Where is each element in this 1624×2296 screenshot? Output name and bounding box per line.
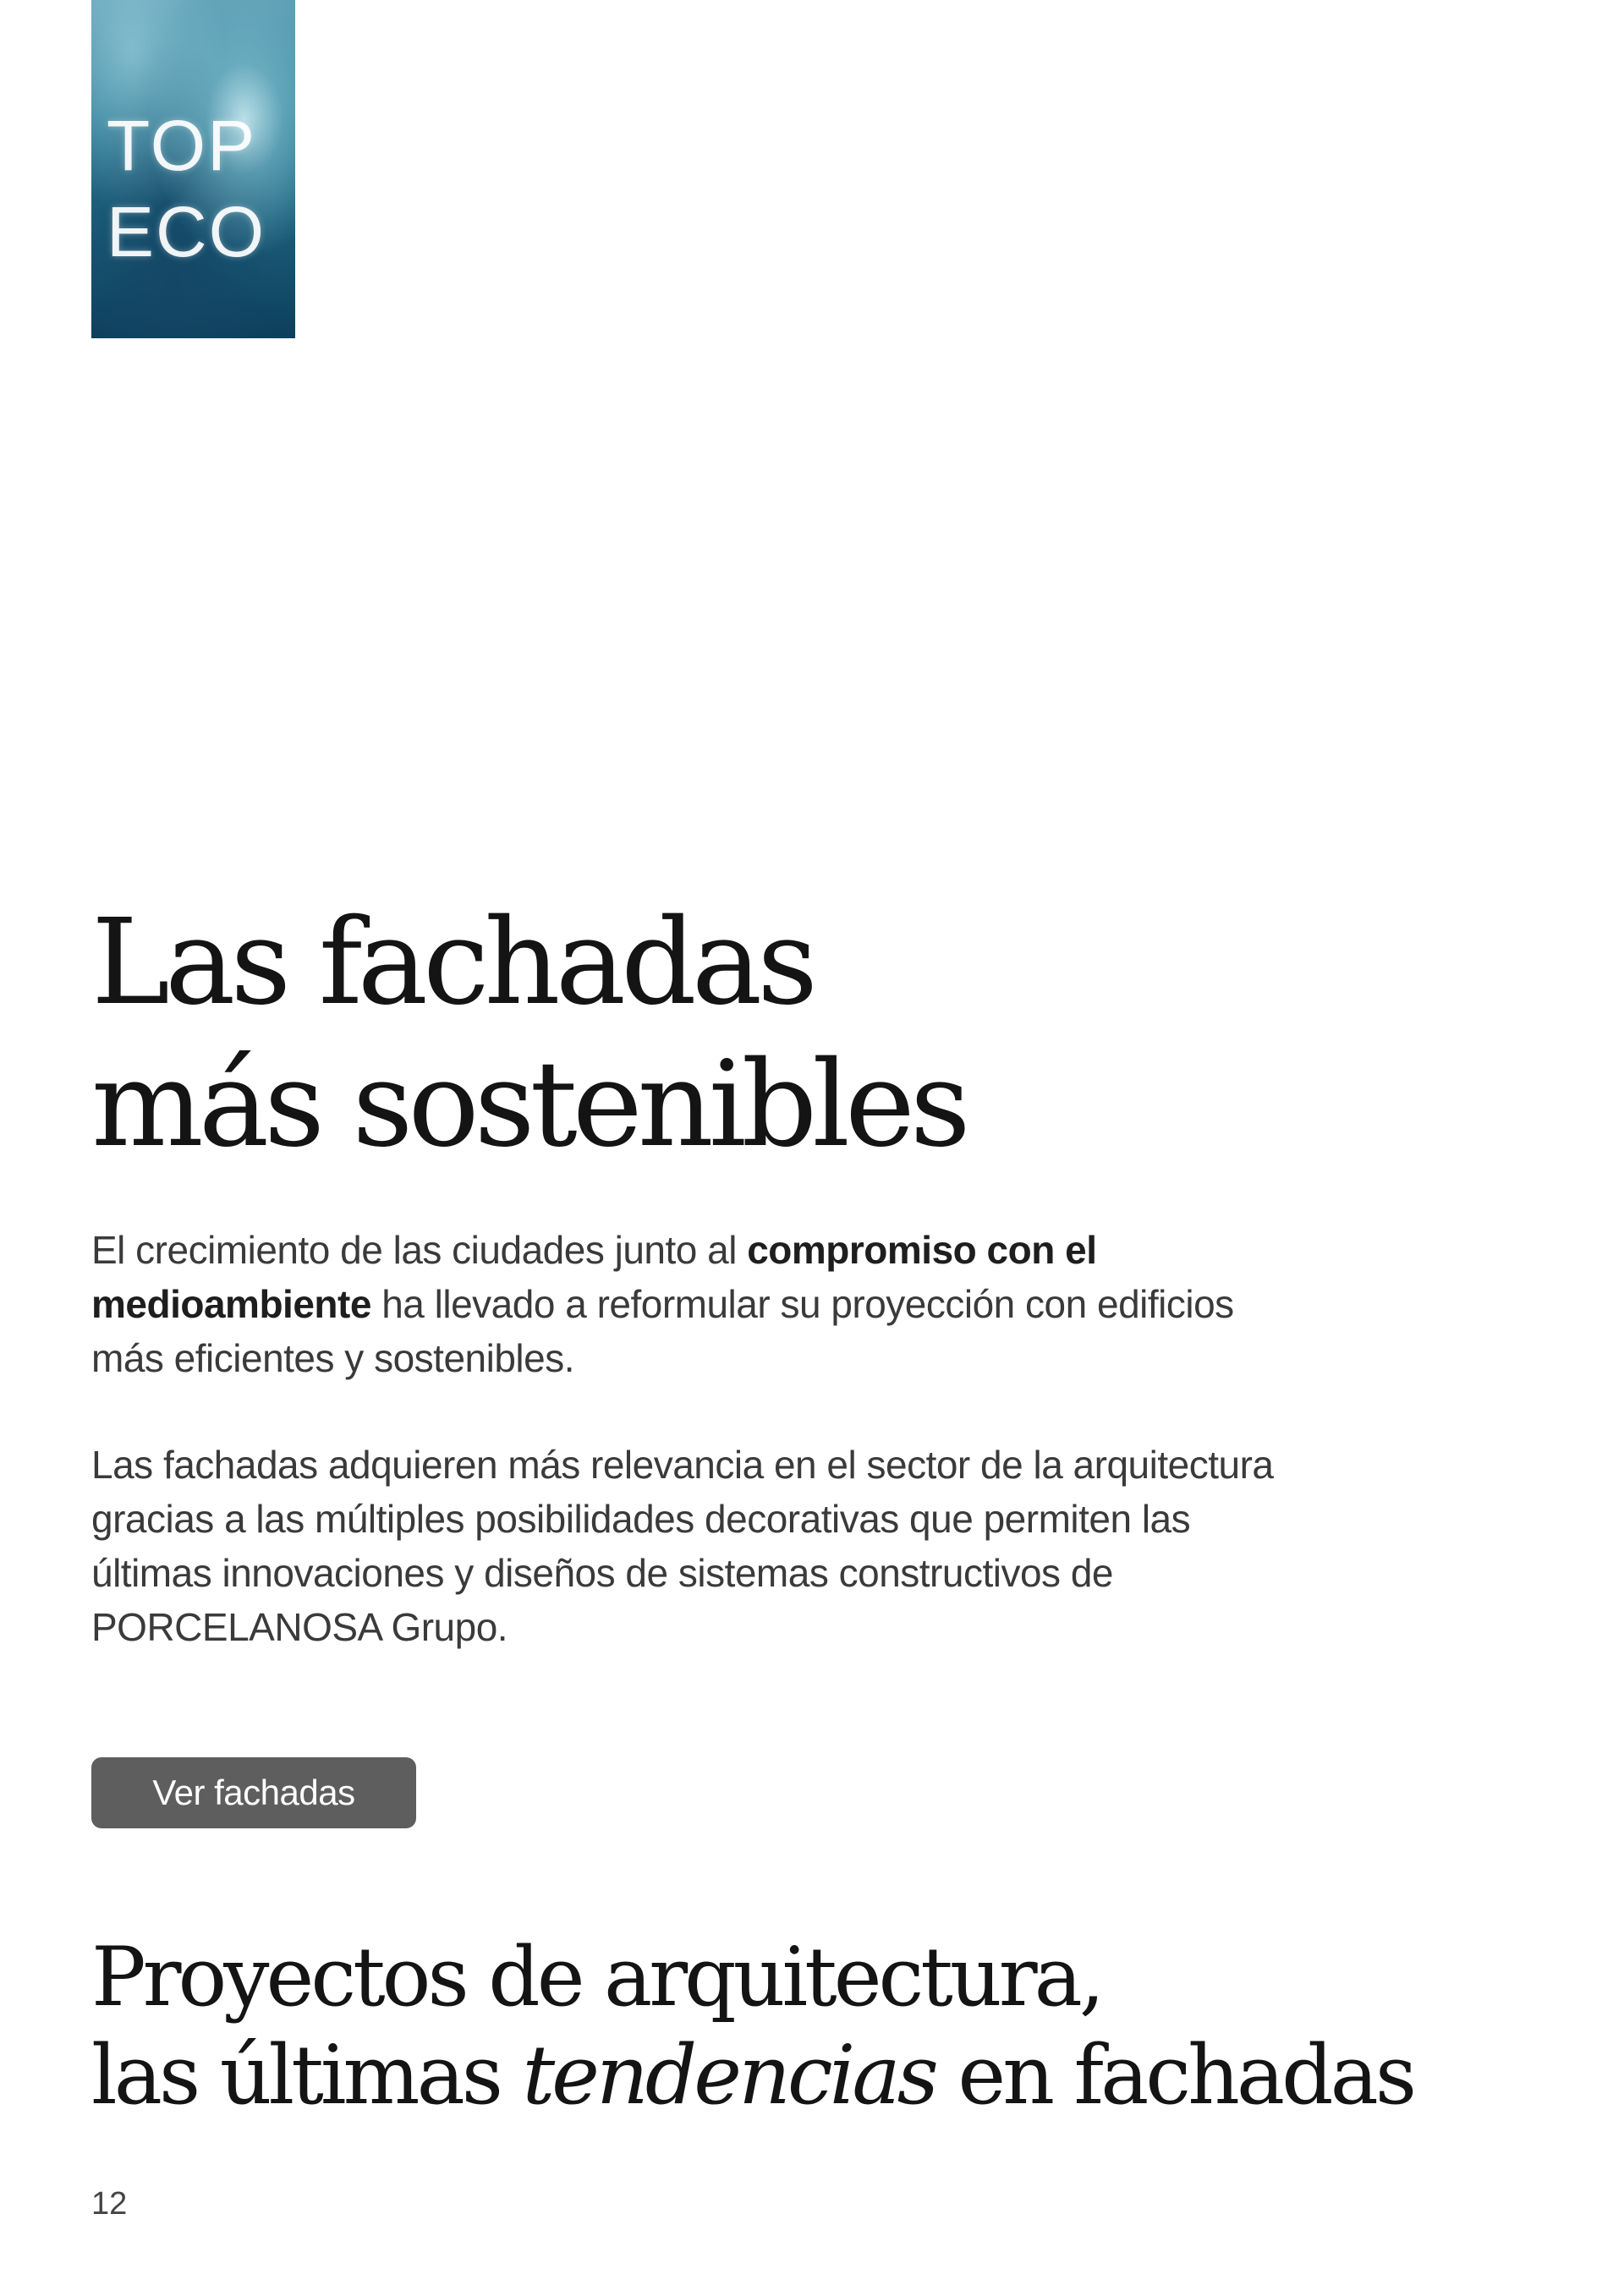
intro-paragraph [91,1223,1309,1385]
subheading-text-before: las últimas [91,2028,523,2123]
page-headline [91,892,966,1176]
intro-bold-2: medioambiente [91,1282,371,1326]
top-eco-badge [91,0,295,338]
intro-text-3: ha llevado a reformular su proyección con edificios más eficientes y sostenibles. [91,1282,1234,1380]
subheading-italic-word: tendencias [522,2028,935,2123]
badge-word-top: TOP [107,106,257,185]
intro-text-1: El crecimiento de las ciudades junto al [91,1228,748,1272]
page-number: 12 [91,2186,128,2222]
headline-line-2: más sostenibles [91,1036,966,1174]
subheading-text-after: en fachadas [935,2028,1414,2123]
ver-fachadas-button[interactable]: Ver fachadas [91,1757,416,1828]
subheading-line-2 [91,2026,1413,2124]
projects-subheading [91,1928,1413,2124]
intro-bold-1: compromiso con el [747,1228,1097,1272]
facades-paragraph: Las fachadas adquieren más relevancia en el sector de la arquitectura gracias a las múltiples posibilidades decorativas que permiten las últimas innovaciones y diseños de sistemas constructivos de PORCELANOSA Grupo. [91,1443,1274,1649]
headline-line-1: Las fachadas [91,894,814,1032]
subheading-line-1: Proyectos de arquitectura, [91,1930,1102,2025]
badge-word-eco: ECO [107,192,266,271]
